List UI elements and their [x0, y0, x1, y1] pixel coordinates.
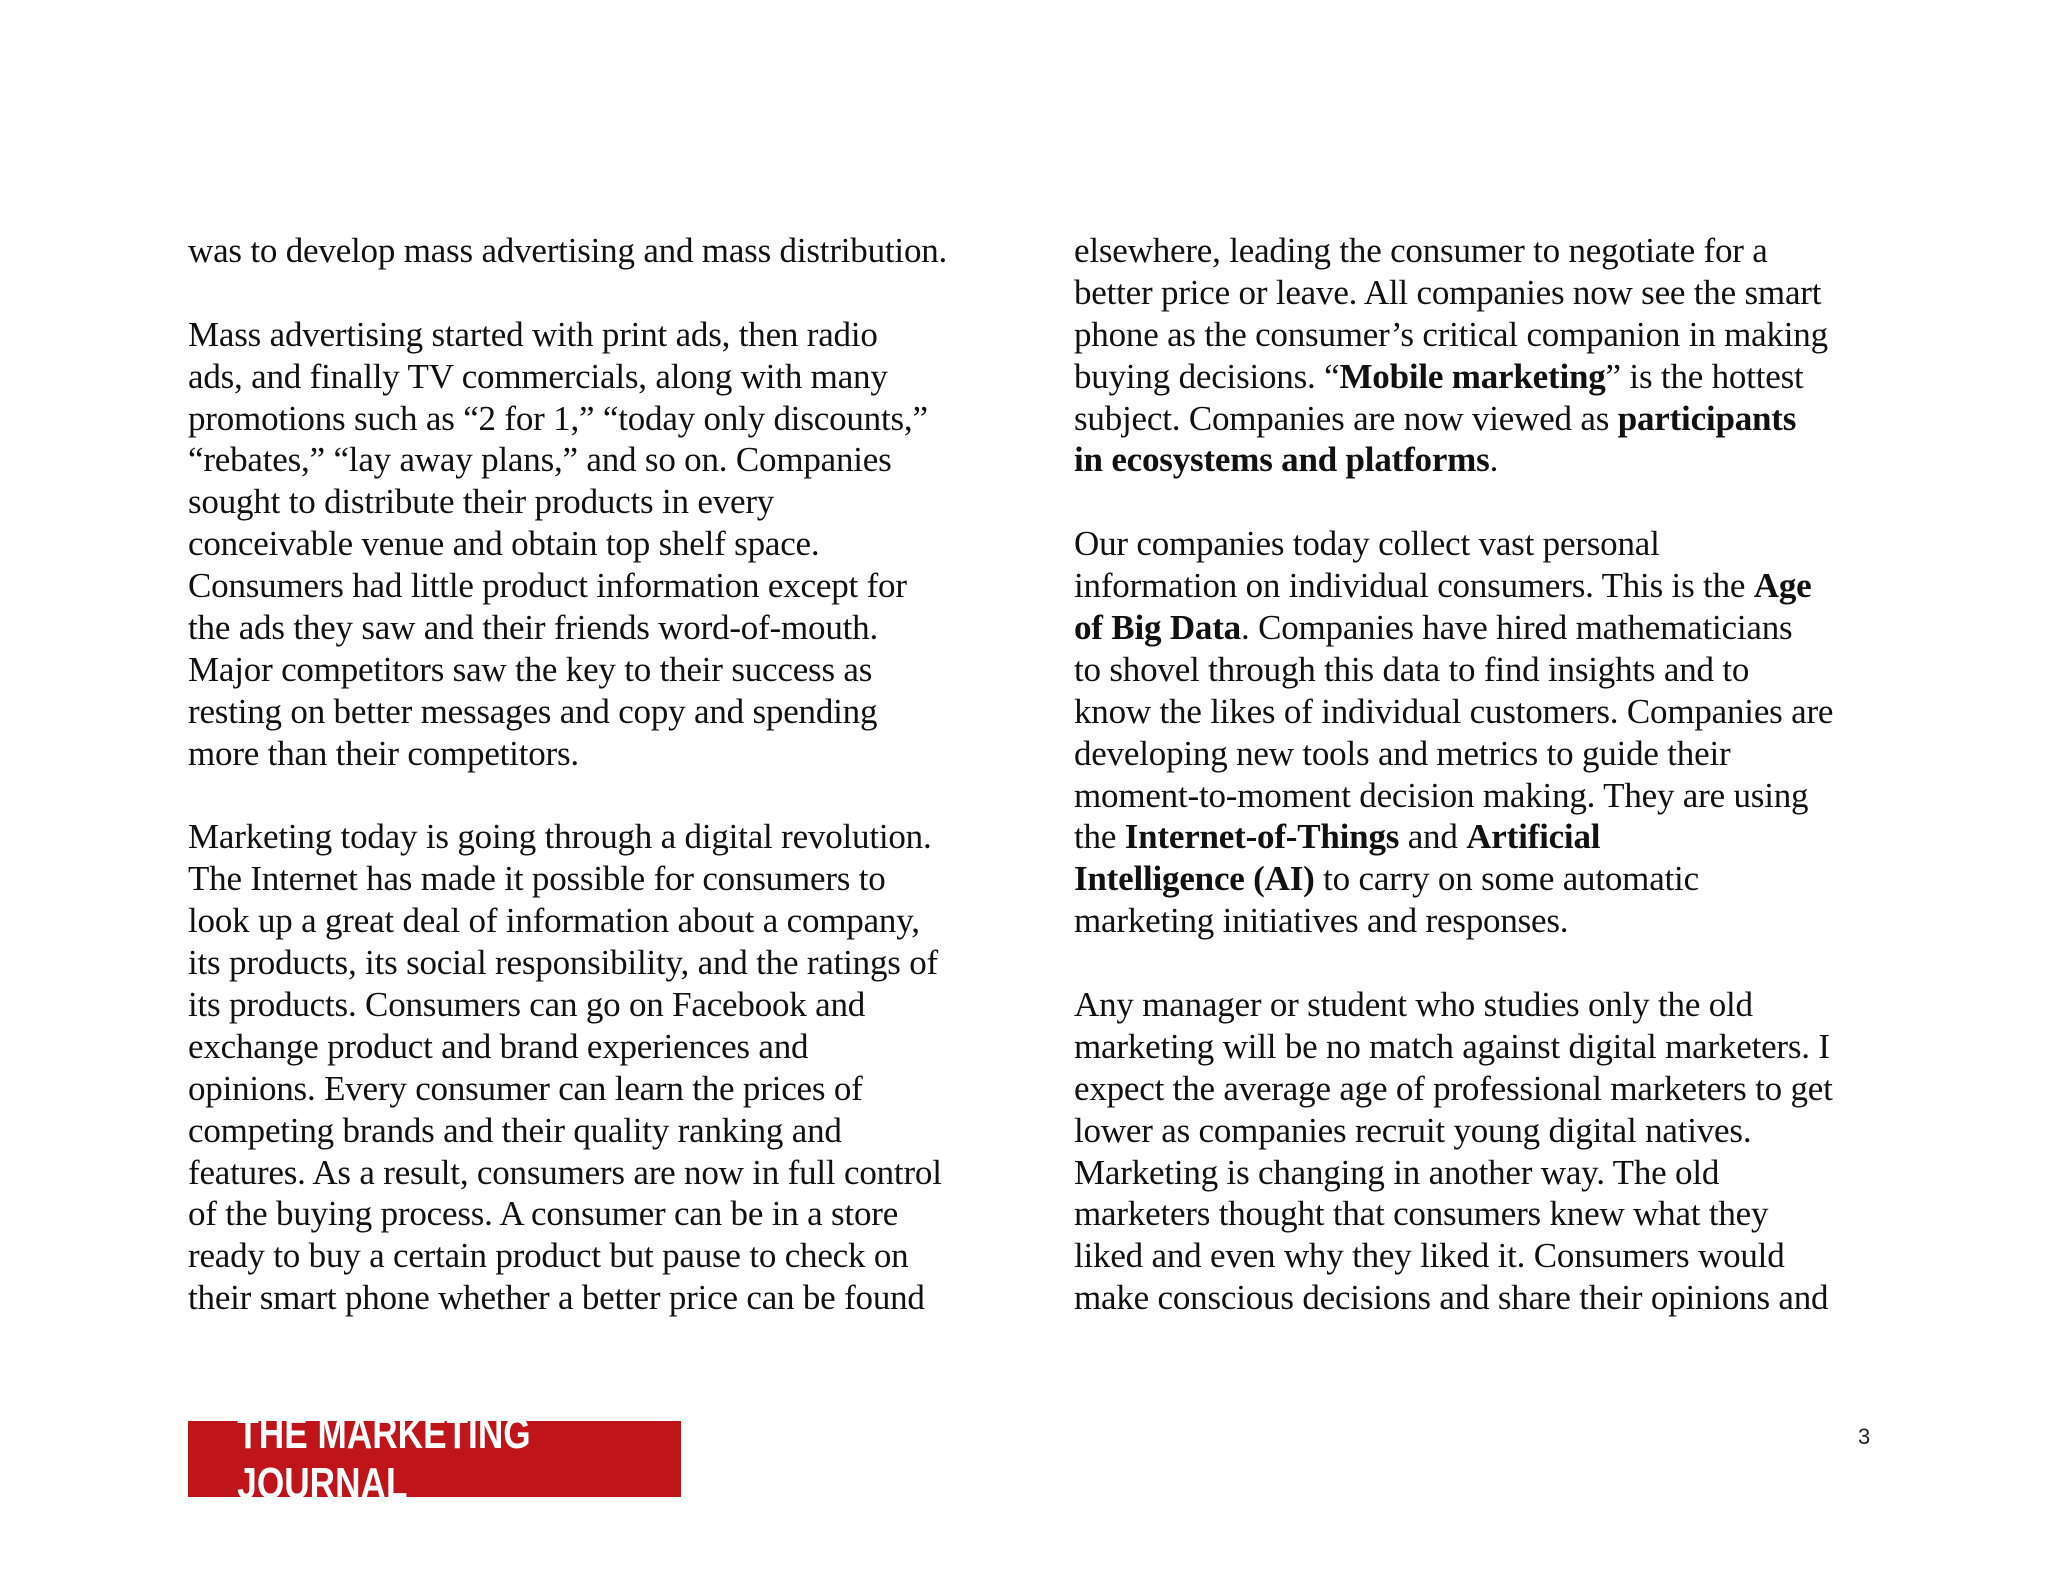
text-line	[1074, 439, 1904, 481]
text-line: “rebates,” “lay away plans,” and so on. Companies	[188, 440, 892, 480]
bold-term: in ecosystems and platforms	[1074, 440, 1490, 480]
journal-logo	[188, 1409, 681, 1508]
text-line: its products. Consumers can go on Facebook and	[188, 985, 866, 1025]
text-line: liked and even why they liked it. Consumers would	[1074, 1236, 1785, 1276]
text-line: resting on better messages and copy and spending	[188, 691, 878, 731]
text-run: and	[1399, 817, 1467, 857]
text-line: better price or leave. All companies now see the smart	[1074, 272, 1822, 312]
text-line: developing new tools and metrics to guide their	[1074, 733, 1731, 773]
text-line: sought to distribute their products in every	[188, 482, 775, 522]
text-line	[1074, 858, 1904, 900]
text-line: more than their competitors.	[188, 733, 579, 773]
text-line: was to develop mass advertising and mass distribution.	[188, 231, 948, 270]
bold-term: Intelligence (AI)	[1074, 859, 1315, 899]
paragraph-gap	[188, 272, 1008, 314]
text-run: ” is the hottest	[1605, 356, 1804, 396]
text-run: to carry on some automatic	[1314, 859, 1699, 899]
text-line	[1074, 816, 1904, 858]
text-line: phone as the consumer’s critical companion in making	[1074, 314, 1828, 354]
text-line: Marketing is changing in another way. The old	[1074, 1152, 1720, 1192]
bold-term: participants	[1617, 398, 1797, 438]
text-line: opinions. Every consumer can learn the prices of	[188, 1068, 863, 1108]
text-line: Our companies today collect vast personal	[1074, 524, 1660, 564]
paragraph	[188, 314, 1008, 775]
text-line: their smart phone whether a better price can be found	[188, 1278, 925, 1318]
text-line: exchange product and brand experiences and	[188, 1026, 809, 1066]
text-run: buying decisions. “	[1074, 356, 1340, 396]
paragraph	[1074, 523, 1904, 942]
paragraph-gap	[1074, 481, 1904, 523]
left-column	[188, 230, 1008, 1319]
right-column	[1074, 230, 1904, 1319]
bold-term: Internet-of-Things	[1124, 817, 1400, 857]
text-line	[1074, 565, 1904, 607]
bold-term: of Big Data	[1074, 608, 1241, 648]
text-line: lower as companies recruit young digital natives.	[1074, 1110, 1752, 1150]
text-line: expect the average age of professional marketers to get	[1074, 1068, 1833, 1108]
paragraph-gap	[188, 775, 1008, 817]
text-line: of the buying process. A consumer can be in a store	[188, 1194, 899, 1234]
text-line: Mass advertising started with print ads, then radio	[188, 314, 878, 354]
text-line: marketing initiatives and responses.	[1074, 901, 1569, 941]
text-line: make conscious decisions and share their opinions and	[1074, 1278, 1829, 1318]
text-run: information on individual consumers. This is the	[1074, 566, 1754, 606]
text-line: Major competitors saw the key to their success as	[188, 649, 873, 689]
text-line: ready to buy a certain product but pause to check on	[188, 1236, 909, 1276]
paragraph-gap	[1074, 942, 1904, 984]
text-line: marketing will be no match against digital marketers. I	[1074, 1026, 1830, 1066]
text-run: .	[1489, 440, 1499, 480]
text-line: competing brands and their quality ranking and	[188, 1110, 842, 1150]
paragraph	[1074, 230, 1904, 481]
text-line: marketers thought that consumers knew what they	[1074, 1194, 1769, 1234]
bold-term: Artificial	[1466, 817, 1601, 857]
text-line: Marketing today is going through a digital revolution.	[188, 817, 932, 857]
text-line: features. As a result, consumers are now in full control	[188, 1152, 942, 1192]
text-line: Consumers had little product information except for	[188, 566, 907, 606]
text-run: subject. Companies are now viewed as	[1074, 398, 1618, 438]
text-line: ads, and finally TV commercials, along with many	[188, 356, 888, 396]
text-line: to shovel through this data to find insights and to	[1074, 649, 1750, 689]
text-line: moment-to-moment decision making. They are using	[1074, 775, 1809, 815]
text-line: look up a great deal of information about a company,	[188, 901, 920, 941]
page-number: 3	[1858, 1424, 1871, 1449]
text-line: conceivable venue and obtain top shelf space.	[188, 524, 820, 564]
paragraph	[1074, 984, 1904, 1319]
text-line: promotions such as “2 for 1,” “today only discounts,”	[188, 398, 928, 438]
text-line: The Internet has made it possible for consumers to	[188, 859, 886, 899]
paragraph	[188, 816, 1008, 1319]
paragraph	[188, 230, 1008, 272]
bold-term: Mobile marketing	[1339, 356, 1606, 396]
text-line: the ads they saw and their friends word-of-mouth.	[188, 608, 879, 648]
text-line: Any manager or student who studies only the old	[1074, 985, 1753, 1025]
text-run: the	[1074, 817, 1125, 857]
text-line: elsewhere, leading the consumer to negotiate for a	[1074, 231, 1768, 270]
bold-term: Age	[1753, 566, 1812, 606]
text-line	[1074, 398, 1904, 440]
text-run: . Companies have hired mathematicians	[1240, 608, 1793, 648]
text-line	[1074, 607, 1904, 649]
text-line	[1074, 356, 1904, 398]
text-line: its products, its social responsibility, and the ratings of	[188, 943, 938, 983]
text-line: know the likes of individual customers. Companies are	[1074, 691, 1834, 731]
journal-logo-text: THE MARKETING JOURNAL	[237, 1409, 531, 1508]
